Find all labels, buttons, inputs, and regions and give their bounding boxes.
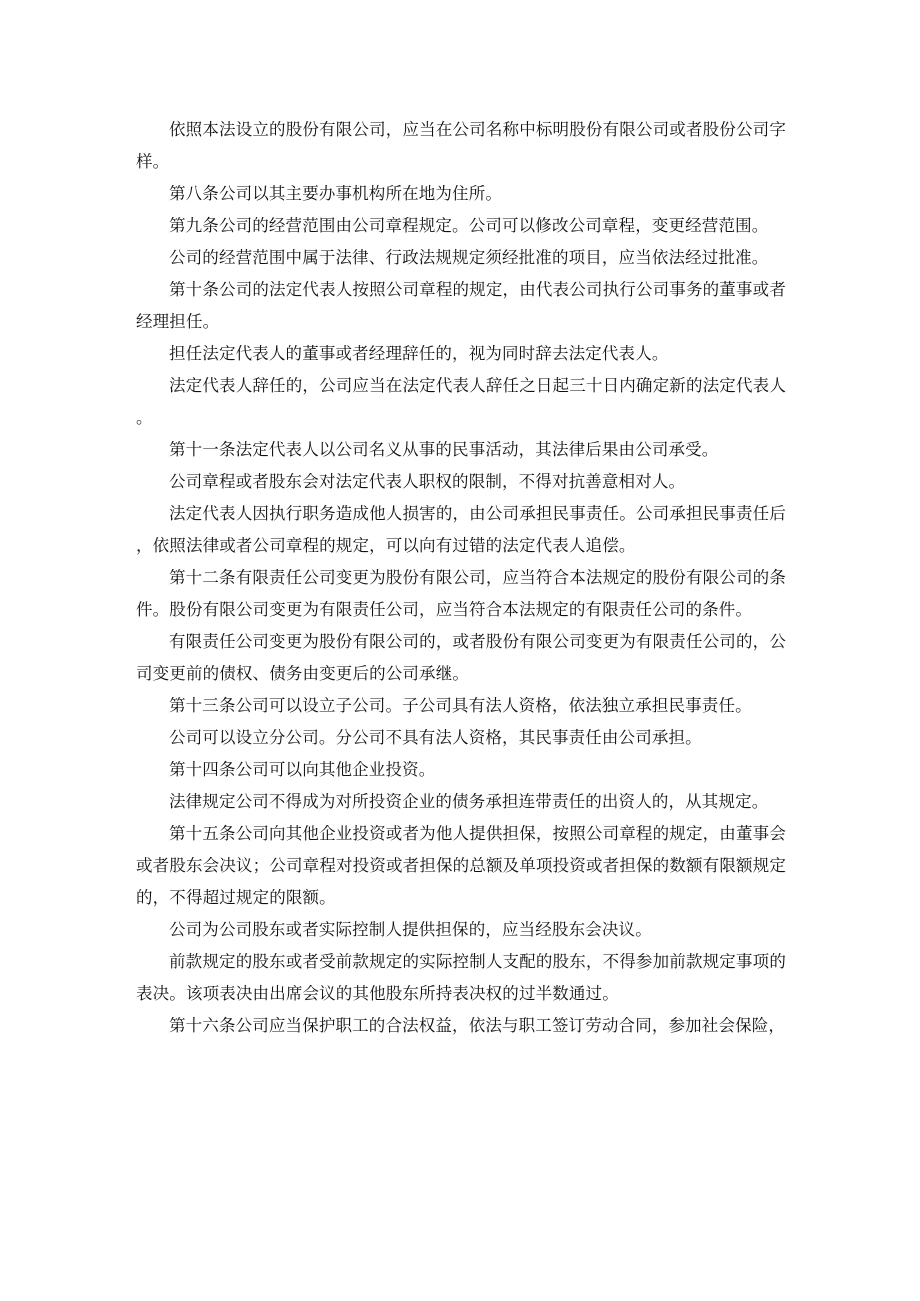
paragraph: 第十条公司的法定代表人按照公司章程的规定，由代表公司执行公司事务的董事或者经理担任。 — [136, 280, 786, 331]
paragraph: 第十五条公司向其他企业投资或者为他人提供担保，按照公司章程的规定，由董事会或者股东会决议；公司章程对投资或者担保的总额及单项投资或者担保的数额有限额规定的，不得超过规定的限额。 — [136, 824, 786, 907]
paragraph: 公司章程或者股东会对法定代表人职权的限制，不得对抗善意相对人。 — [169, 472, 686, 491]
paragraph: 法律规定公司不得成为对所投资企业的债务承担连带责任的出资人的，从其规定。 — [169, 792, 769, 811]
paragraph: 第十一条法定代表人以公司名义从事的民事活动，其法律后果由公司承受。 — [169, 440, 719, 459]
paragraph: 第十二条有限责任公司变更为股份有限公司，应当符合本法规定的股份有限公司的条件。股份有限公司变更为有限责任公司，应当符合本法规定的有限责任公司的条件。 — [136, 568, 786, 619]
document-body — [136, 114, 786, 1042]
paragraph: 前款规定的股东或者受前款规定的实际控制人支配的股东，不得参加前款规定事项的表决。该项表决由出席会议的其他股东所持表决权的过半数通过。 — [136, 952, 786, 1003]
paragraph: 依照本法设立的股份有限公司，应当在公司名称中标明股份有限公司或者股份公司字样。 — [136, 120, 786, 171]
paragraph: 第八条公司以其主要办事机构所在地为住所。 — [169, 184, 502, 203]
paragraph: 第十四条公司可以向其他企业投资。 — [169, 760, 436, 779]
paragraph: 公司的经营范围中属于法律、行政法规规定须经批准的项目，应当依法经过批准。 — [169, 248, 769, 267]
paragraph: 第九条公司的经营范围由公司章程规定。公司可以修改公司章程，变更经营范围。 — [169, 216, 769, 235]
paragraph: 公司可以设立分公司。分公司不具有法人资格，其民事责任由公司承担。 — [169, 728, 702, 747]
paragraph: 第十三条公司可以设立子公司。子公司具有法人资格，依法独立承担民事责任。 — [169, 696, 752, 715]
paragraph: 法定代表人因执行职务造成他人损害的，由公司承担民事责任。公司承担民事责任后，依照法律或者公司章程的规定，可以向有过错的法定代表人追偿。 — [136, 504, 786, 555]
paragraph: 公司为公司股东或者实际控制人提供担保的，应当经股东会决议。 — [169, 920, 652, 939]
paragraph: 有限责任公司变更为股份有限公司的，或者股份有限公司变更为有限责任公司的，公司变更前的债权、债务由变更后的公司承继。 — [136, 632, 786, 683]
paragraph: 第十六条公司应当保护职工的合法权益，依法与职工签订劳动合同，参加社会保险， — [169, 1016, 786, 1035]
paragraph: 法定代表人辞任的，公司应当在法定代表人辞任之日起三十日内确定新的法定代表人。 — [136, 376, 786, 427]
paragraph: 担任法定代表人的董事或者经理辞任的，视为同时辞去法定代表人。 — [169, 344, 669, 363]
